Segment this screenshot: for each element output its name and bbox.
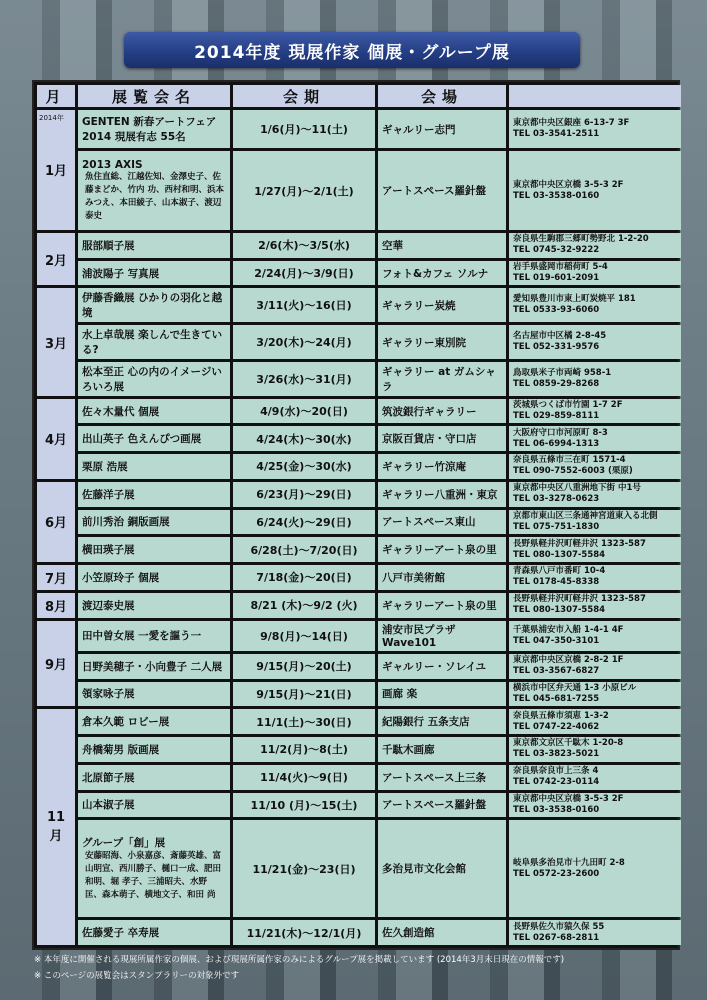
exhibition-period: 6/28(土)～7/20(日)	[233, 537, 375, 562]
venue-address: 名古屋市中区橘 2-8-45	[513, 331, 607, 342]
table-row	[37, 920, 681, 945]
venue-phone: TEL 03-3278-0623	[513, 494, 600, 505]
exhibition-period: 1/27(月)～2/1(土)	[233, 151, 375, 230]
exhibition-name: 渡辺泰史展	[82, 599, 135, 612]
venue-address-cell	[509, 765, 681, 790]
table-row	[37, 362, 681, 396]
exhibition-period: 11/1(土)～30(日)	[233, 709, 375, 734]
exhibition-name: 浦波陽子 写真展	[82, 267, 160, 280]
venue-phone: TEL 090-7552-6003 (栗原)	[513, 466, 633, 477]
table-row	[37, 426, 681, 451]
table-row	[37, 233, 681, 258]
month-label: 11月	[46, 810, 66, 845]
month-label: 3月	[44, 336, 68, 352]
venue-address: 長野県軽井沢町軽井沢 1323-587	[513, 538, 646, 549]
venue-name: フォト&カフェ ソルナ	[378, 261, 506, 286]
table-row	[37, 737, 681, 762]
table-row	[37, 709, 681, 734]
venue-phone: TEL 0747-22-4062	[513, 721, 600, 732]
table-row	[37, 261, 681, 286]
venue-address-cell	[509, 325, 681, 359]
venue-phone: TEL 0178-45-8338	[513, 577, 600, 588]
exhibition-name-cell	[78, 399, 230, 424]
exhibition-members: 魚住直総、江越佐知、金澤史子、佐藤まどか、竹内 功、西村和明、浜本みつえ、本田綾子、山本淑子、渡辺泰史	[85, 171, 224, 221]
exhibition-period: 3/11(火)～16(日)	[233, 288, 375, 322]
venue-name: アートスペース羅針盤	[378, 793, 506, 818]
table-header-row	[37, 85, 681, 107]
venue-address-cell	[509, 654, 681, 679]
venue-name: 多治見市文化会館	[378, 820, 506, 917]
venue-phone: TEL 080-1307-5584	[513, 549, 606, 560]
exhibition-period: 11/2(月)～8(土)	[233, 737, 375, 762]
month-label: 4月	[44, 433, 68, 449]
venue-phone: TEL 080-1307-5584	[513, 605, 606, 616]
exhibition-name: 佐藤愛子 卒寿展	[82, 927, 160, 939]
venue-address-cell	[509, 621, 681, 651]
header-address	[509, 85, 681, 107]
venue-address: 東京都中央区京橋 3-5-3 2F	[513, 179, 624, 190]
exhibition-period: 11/21(金)～23(日)	[233, 820, 375, 917]
exhibition-name-cell	[78, 765, 230, 790]
exhibition-name: グループ「創」展	[82, 837, 166, 850]
exhibition-name: 佐々木量代 個展	[82, 405, 160, 418]
venue-phone: TEL 03-3541-2511	[513, 129, 600, 140]
exhibition-name-cell	[78, 110, 230, 148]
exhibition-table-frame	[32, 80, 680, 950]
venue-address: 東京都文京区千駄木 1-20-8	[513, 738, 624, 749]
month-label: 6月	[44, 516, 68, 532]
table-row	[37, 288, 681, 322]
exhibition-period: 2/24(月)～3/9(日)	[233, 261, 375, 286]
table-row	[37, 654, 681, 679]
venue-name: 京阪百貨店・守口店	[378, 426, 506, 451]
exhibition-name-cell	[78, 325, 230, 359]
venue-name: 佐久創造館	[378, 920, 506, 945]
venue-phone: TEL 03-3567-6827	[513, 666, 600, 677]
venue-phone: TEL 03-3538-0160	[513, 190, 600, 201]
venue-address: 長野県軽井沢町軽井沢 1323-587	[513, 594, 646, 605]
exhibition-name: 佐藤洋子展	[82, 488, 135, 501]
venue-phone: TEL 0572-23-2600	[513, 868, 600, 879]
exhibition-name-cell	[78, 593, 230, 618]
venue-name: ギャラリー竹涼庵	[378, 454, 506, 479]
header-venue: 会場	[378, 85, 506, 107]
exhibition-name-cell	[78, 621, 230, 651]
month-label: 7月	[44, 571, 68, 587]
table-row	[37, 454, 681, 479]
venue-name: ギャルリー・ソレイユ	[378, 654, 506, 679]
venue-name: ギャルリー志門	[378, 110, 506, 148]
exhibition-period: 1/6(月)～11(土)	[233, 110, 375, 148]
table-row	[37, 110, 681, 148]
venue-name: 画廊 楽	[378, 682, 506, 707]
exhibition-name: 伊藤香織展 ひかりの羽化と越境	[82, 292, 223, 320]
header-period: 会期	[233, 85, 375, 107]
exhibition-period: 2/6(木)～3/5(水)	[233, 233, 375, 258]
exhibition-name: 小笠原玲子 個展	[82, 571, 160, 584]
venue-phone: TEL 03-3538-0160	[513, 804, 600, 815]
venue-address: 奈良県五條市三在町 1571-4	[513, 455, 626, 466]
exhibition-period: 9/15(月)～20(土)	[233, 654, 375, 679]
venue-address: 鳥取県米子市両崎 958-1	[513, 367, 612, 378]
table-row	[37, 399, 681, 424]
exhibition-period: 11/21(木)～12/1(月)	[233, 920, 375, 945]
exhibition-name-cell	[78, 737, 230, 762]
month-cell	[37, 482, 75, 562]
venue-phone: TEL 0859-29-8268	[513, 378, 600, 389]
month-label: 1月	[44, 164, 68, 180]
exhibition-name: 松本至正 心の内のイメージいろいろ展	[82, 365, 222, 393]
exhibition-name-cell	[78, 482, 230, 507]
exhibition-period: 6/24(火)～29(日)	[233, 510, 375, 535]
venue-address-cell	[509, 110, 681, 148]
exhibition-name: 横田瑛子展	[82, 544, 135, 557]
venue-address-cell	[509, 362, 681, 396]
venue-address: 愛知県豊川市東上町炭焼平 181	[513, 294, 636, 305]
venue-address-cell	[509, 288, 681, 322]
month-cell	[37, 593, 75, 618]
exhibition-name: 日野美穂子・小向豊子 二人展	[82, 660, 223, 673]
venue-name: ギャラリー東別院	[378, 325, 506, 359]
month-label: 8月	[44, 599, 68, 615]
venue-address-cell	[509, 737, 681, 762]
month-cell	[37, 288, 75, 395]
header-month: 月	[37, 85, 75, 107]
exhibition-name: 服部順子展	[82, 239, 135, 252]
venue-phone: TEL 0533-93-6060	[513, 305, 600, 316]
exhibition-period: 7/18(金)～20(日)	[233, 565, 375, 590]
footnote: ※ このページの展覧会はスタンプラリーの対象外です	[34, 971, 240, 981]
exhibition-name: 領家咏子展	[82, 688, 135, 701]
venue-name: ギャラリー at ガムシャラ	[378, 362, 506, 396]
exhibition-name: 2013 AXIS	[82, 158, 143, 171]
venue-name: アートスペース東山	[378, 510, 506, 535]
venue-address-cell	[509, 820, 681, 917]
venue-address: 大阪府守口市河原町 8-3	[513, 427, 608, 438]
exhibition-name: 水上卓哉展 楽しんで生きている?	[82, 329, 223, 357]
table-row	[37, 537, 681, 562]
venue-name: ギャラリーアート泉の里	[378, 593, 506, 618]
venue-address-cell	[509, 426, 681, 451]
table-row	[37, 510, 681, 535]
table-body	[37, 110, 681, 945]
exhibition-name-cell	[78, 510, 230, 535]
venue-address-cell	[509, 793, 681, 818]
venue-address: 東京都中央区京橋 3-5-3 2F	[513, 793, 624, 804]
exhibition-name-cell	[78, 537, 230, 562]
venue-name: 空華	[378, 233, 506, 258]
exhibition-period: 3/20(木)～24(月)	[233, 325, 375, 359]
exhibition-name: 舟橋菊男 版画展	[82, 743, 160, 756]
exhibition-period: 4/9(水)～20(日)	[233, 399, 375, 424]
venue-address-cell	[509, 151, 681, 230]
venue-name: 紀陽銀行 五条支店	[378, 709, 506, 734]
venue-phone: TEL 052-331-9576	[513, 342, 600, 353]
venue-phone: TEL 029-859-8111	[513, 411, 600, 421]
table-row	[37, 482, 681, 507]
table-row	[37, 682, 681, 707]
venue-address: 千葉県浦安市入船 1-4-1 4F	[513, 624, 624, 635]
table-row	[37, 621, 681, 651]
month-label: 2月	[44, 253, 68, 269]
exhibition-name-cell	[78, 454, 230, 479]
venue-phone: TEL 075-751-1830	[513, 521, 600, 532]
venue-phone: TEL 03-3823-5021	[513, 749, 600, 760]
venue-address-cell	[509, 261, 681, 286]
venue-name: ギャラリー八重洲・東京	[378, 482, 506, 507]
venue-address-cell	[509, 399, 681, 424]
exhibition-name-cell	[78, 362, 230, 396]
exhibition-name-cell	[78, 682, 230, 707]
table-row	[37, 593, 681, 618]
venue-name: 筑波銀行ギャラリー	[378, 399, 506, 424]
exhibition-period: 11/10 (月)～15(土)	[233, 793, 375, 818]
footnotes	[34, 952, 674, 984]
venue-phone: TEL 06-6994-1313	[513, 438, 600, 449]
venue-address: 岩手県盛岡市稲荷町 5-4	[513, 262, 608, 273]
venue-address-cell	[509, 537, 681, 562]
venue-address-cell	[509, 482, 681, 507]
exhibition-name: 前川秀治 銅版画展	[82, 516, 170, 529]
table-row	[37, 765, 681, 790]
month-label: 9月	[44, 657, 68, 673]
exhibition-name-cell	[78, 261, 230, 286]
venue-phone: TEL 0267-68-2811	[513, 932, 600, 943]
exhibition-name-cell	[78, 288, 230, 322]
table-row	[37, 151, 681, 230]
exhibition-name-cell	[78, 920, 230, 945]
venue-name: ギャラリーアート泉の里	[378, 537, 506, 562]
exhibition-period: 3/26(水)～31(月)	[233, 362, 375, 396]
venue-address-cell	[509, 920, 681, 945]
exhibition-name: 田中曽女展 一愛を謳う一	[82, 630, 202, 643]
venue-name: 千駄木画廊	[378, 737, 506, 762]
venue-address-cell	[509, 510, 681, 535]
exhibition-name: 倉本久範 ロビー展	[82, 716, 170, 729]
table-row	[37, 820, 681, 917]
exhibition-name: 栗原 浩展	[82, 460, 128, 473]
month-cell	[37, 110, 75, 230]
venue-address-cell	[509, 709, 681, 734]
venue-phone: TEL 019-601-2091	[513, 273, 600, 284]
month-cell	[37, 233, 75, 285]
venue-address: 東京都中央区京橋 2-8-2 1F	[513, 655, 624, 666]
venue-address: 岐阜県多治見市十九田町 2-8	[513, 857, 625, 868]
table-row	[37, 793, 681, 818]
venue-address: 東京都中央区八重洲地下街 中1号	[513, 483, 641, 494]
exhibition-name: 北原節子展	[82, 771, 135, 784]
venue-address: 奈良県五條市須恵 1-3-2	[513, 710, 609, 721]
exhibition-period: 8/21 (木)～9/2 (火)	[233, 593, 375, 618]
venue-address: 東京都中央区銀座 6-13-7 3F	[513, 118, 630, 129]
month-cell	[37, 399, 75, 479]
venue-phone: TEL 045-681-7255	[513, 693, 600, 704]
venue-address-cell	[509, 454, 681, 479]
month-cell	[37, 621, 75, 707]
page-title	[124, 32, 580, 68]
exhibition-name-cell	[78, 426, 230, 451]
exhibition-period: 6/23(月)～29(日)	[233, 482, 375, 507]
exhibition-name: 山本淑子展	[82, 799, 135, 812]
exhibition-name-cell	[78, 565, 230, 590]
venue-address-cell	[509, 593, 681, 618]
venue-address: 奈良県奈良市上三条 4	[513, 766, 599, 777]
exhibition-period: 9/8(月)～14(日)	[233, 621, 375, 651]
exhibition-name-cell	[78, 151, 230, 230]
venue-phone: TEL 047-350-3101	[513, 635, 600, 646]
exhibition-name-cell	[78, 654, 230, 679]
venue-address: 青森県八戸市番町 10-4	[513, 566, 606, 577]
venue-address: 奈良県生駒郡三郷町勢野北 1-2-20	[513, 234, 649, 245]
venue-address-cell	[509, 682, 681, 707]
venue-phone: TEL 0745-32-9222	[513, 245, 600, 256]
venue-name: アートスペース羅針盤	[378, 151, 506, 230]
venue-phone: TEL 0742-23-0114	[513, 777, 600, 788]
table-row	[37, 325, 681, 359]
exhibition-name-cell	[78, 233, 230, 258]
table-row	[37, 565, 681, 590]
venue-address-cell	[509, 233, 681, 258]
month-cell	[37, 709, 75, 945]
header-name: 展覧会名	[78, 85, 230, 107]
year-label: 2014年	[39, 114, 64, 122]
month-cell	[37, 565, 75, 590]
venue-address: 横浜市中区弁天通 1-3 小原ビル	[513, 682, 637, 693]
exhibition-name: 出山英子 色えんぴつ画展	[82, 433, 202, 446]
exhibition-table	[34, 82, 684, 948]
venue-name: 浦安市民プラザ Wave101	[378, 621, 506, 651]
exhibition-name-cell	[78, 709, 230, 734]
page-title-text: 2014年度 現展作家 個展・グループ展	[194, 42, 510, 63]
exhibition-members: 安藤昭海、小泉嘉彦、斎藤英雄、富山明宣、西川勝子、樋口一成、肥田和明、堀 孝子、三浦昭夫、水野 匡、森本萌子、横地文子、和田 尚	[85, 851, 222, 901]
exhibition-name-cell	[78, 793, 230, 818]
venue-address: 長野県佐久市猿久保 55	[513, 921, 605, 932]
venue-address: 京都市東山区三条通神宮道東入る北側	[513, 510, 658, 521]
venue-address: 茨城県つくば市竹園 1-7 2F	[513, 400, 623, 410]
exhibition-period: 4/24(木)～30(水)	[233, 426, 375, 451]
venue-name: アートスペース上三条	[378, 765, 506, 790]
exhibition-name: GENTEN 新春アートフェア2014 現展有志 55名	[82, 116, 217, 144]
exhibition-period: 11/4(火)～9(日)	[233, 765, 375, 790]
exhibition-period: 9/15(月)～21(日)	[233, 682, 375, 707]
venue-name: ギャラリー炭焼	[378, 288, 506, 322]
venue-name: 八戸市美術館	[378, 565, 506, 590]
footnote: ※ 本年度に開催される現展所属作家の個展、および現展所属作家のみによるグループ展を掲載しています (2014年3月末日現在の情報です)	[34, 955, 565, 965]
exhibition-name-cell	[78, 820, 230, 917]
venue-address-cell	[509, 565, 681, 590]
exhibition-period: 4/25(金)～30(水)	[233, 454, 375, 479]
